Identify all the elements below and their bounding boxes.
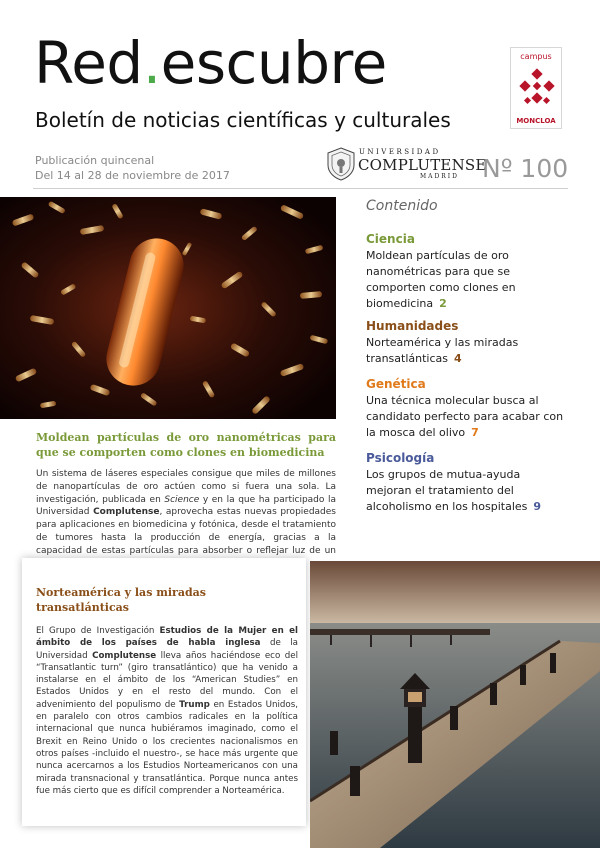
section-heading: Ciencia xyxy=(366,232,415,246)
contents-section-psicologia[interactable] xyxy=(366,451,566,515)
pier-image xyxy=(310,561,600,848)
section-text: Una técnica molecular busca al candidato perfecto para acabar con la mosca del olivo xyxy=(366,394,564,439)
section-page[interactable]: 9 xyxy=(533,500,542,513)
university-mention: Complutense xyxy=(92,650,157,661)
second-article-heading[interactable]: Norteamérica y las miradas transatlánticas xyxy=(36,586,206,614)
second-text-2: de la Universidad xyxy=(36,638,299,661)
contents-section-genetica[interactable] xyxy=(366,377,566,441)
nanoparticles-image xyxy=(0,197,336,419)
campus-logo-top: campus xyxy=(520,52,552,61)
section-heading: Genética xyxy=(366,377,426,391)
section-summary xyxy=(366,248,566,312)
section-text: Moldean partículas de oro nanométricas para que se comporten como clones en biomedicina xyxy=(366,249,516,310)
newsletter-subtitle: Boletín de noticias científicas y culturales xyxy=(35,108,451,132)
second-text-1: El Grupo de Investigación xyxy=(36,626,160,636)
trump-mention: Trump xyxy=(179,699,210,710)
title-dot: . xyxy=(142,29,161,97)
lead-article-body xyxy=(36,468,336,570)
section-heading: Psicología xyxy=(366,451,435,465)
newsletter-title xyxy=(34,29,387,97)
lead-text-1: Un sistema de láseres especiales consigue que miles de millones de nanopartículas de oro actúen como si fuera una sola. La investigación, publicada en xyxy=(36,469,336,505)
title-part-2: escubre xyxy=(160,29,387,97)
section-summary xyxy=(366,335,566,367)
section-summary xyxy=(366,393,566,441)
second-text-4: en Estados Unidos, en paralelo con otros cambios radicales en la política internacional que nunca hubiéramos imaginado, como el Brexit en Reino Unido o los crecientes nacionalismos en otros países -incluido el nuestro-, se hace más urgente que nunca acercarnos a los Estudios Norteamericanos con una mirada transnacional y transatlántica. Porque nunca antes fue más cierto que es difícil comprender a Norteamérica. xyxy=(36,699,298,796)
publication-dates: Del 14 al 28 de noviembre de 2017 xyxy=(35,169,230,182)
section-page[interactable]: 2 xyxy=(439,297,447,310)
section-page[interactable]: 7 xyxy=(471,426,479,439)
contents-section-humanidades[interactable] xyxy=(366,319,566,367)
section-heading: Humanidades xyxy=(366,319,459,333)
journal-name: Science xyxy=(164,494,200,505)
title-part-1: Red xyxy=(34,29,143,97)
issue-number: Nº 100 xyxy=(482,154,569,183)
university-mention: Complutense xyxy=(93,507,160,518)
research-group-name: Estudios de la Mujer en el ámbito de los países de habla inglesa xyxy=(36,626,298,649)
lead-text-3: , aprovecha estas nuevas propiedades para aplicaciones en biomedicina y fotónica, desde el tratamiento de tumores hasta la producción de energía, gracias a la capacidad de estas partículas para absorber o reflejar luz de un xyxy=(36,507,336,556)
publication-frequency: Publicación quincenal xyxy=(35,154,155,167)
section-summary xyxy=(366,467,566,515)
lead-article-heading[interactable]: Moldean partículas de oro nanométricas para que se comporten como clones en biomedicina xyxy=(36,431,336,459)
section-page[interactable]: 4 xyxy=(454,352,462,365)
university-label-top: UNIVERSIDAD xyxy=(359,148,441,156)
section-text: Norteamérica y las miradas transatlánticas xyxy=(366,336,519,365)
university-seal-icon xyxy=(326,147,356,181)
lead-text-2: y en la que ha participado la Universidad xyxy=(36,494,337,518)
campus-logo-bottom: MONCLOA xyxy=(516,117,556,125)
university-name: COMPLUTENSE xyxy=(358,156,487,174)
contents-title: Contenido xyxy=(366,198,438,214)
university-city: MADRID xyxy=(420,173,459,180)
campus-pattern-icon xyxy=(517,68,557,108)
header-divider xyxy=(33,188,568,189)
section-text: Los grupos de mutua-ayuda mejoran el tratamiento del alcoholismo en los hospitales xyxy=(366,468,528,513)
second-text-3: lleva años haciéndose eco del “Transatlantic turn” (giro transatlántico) que ha venido a instalarse en el ámbito de los “American Studies” en Estados Unidos y en el resto del mundo. Con el advenimiento del populismo de xyxy=(36,650,298,710)
contents-section-ciencia[interactable] xyxy=(366,232,566,312)
campus-moncloa-logo xyxy=(510,47,562,129)
second-article-body xyxy=(36,625,298,797)
